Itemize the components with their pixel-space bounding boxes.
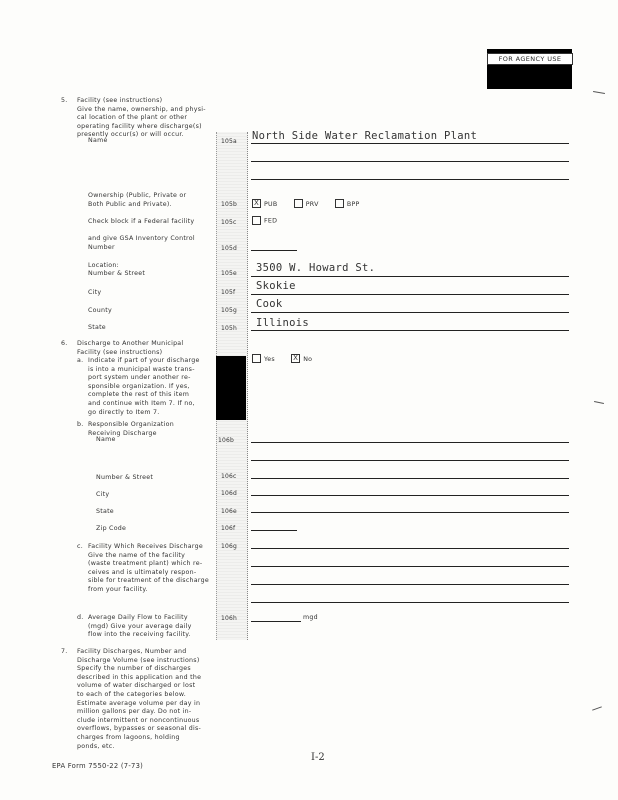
b-zip-line[interactable] — [251, 530, 297, 531]
bpp-checkbox[interactable]: BPP — [335, 201, 360, 208]
yes-checkbox[interactable]: Yes — [252, 356, 275, 363]
section-5-intro: Facility (see instructions) Give the name, ownership, and physi- cal location of the plant or other operating facility where discharge(s) presently occur(s) or will occur. — [77, 97, 206, 139]
item-6b-letter: b. — [77, 421, 84, 428]
county-value[interactable]: Cook — [256, 298, 283, 310]
county-line — [251, 312, 569, 313]
b-city-line[interactable] — [251, 495, 569, 496]
item-6d-letter: d. — [77, 614, 84, 621]
b-state-line[interactable] — [251, 512, 569, 513]
section-6-title: Discharge to Another Municipal Facility (see instructions) — [77, 340, 184, 356]
city-value[interactable]: Skokie — [256, 280, 296, 292]
code-105b: 105b — [221, 201, 238, 208]
item-6d-text: Average Daily Flow to Facility (mgd) Give your average daily flow into the receiving facility. — [88, 614, 192, 639]
county-label: County — [88, 307, 112, 314]
scan-mark — [592, 706, 602, 710]
section-6-number: 6. — [61, 340, 68, 347]
street-value[interactable]: 3500 W. Howard St. — [256, 262, 376, 274]
redaction-block — [216, 356, 246, 420]
street-line — [251, 276, 569, 277]
c-line-3[interactable] — [251, 584, 569, 585]
form-id: EPA Form 7550-22 (7-73) — [52, 762, 144, 770]
for-agency-use-box: FOR AGENCY USE — [487, 53, 573, 65]
street-label: Number & Street — [88, 270, 146, 277]
code-106c: 106c — [221, 473, 237, 480]
item-6a-text: Indicate if part of your discharge is into a municipal waste trans- port system under another re- sponsible organization. If yes, complete the rest of this item and continue with Item 7. If no, go directly to Item 7. — [88, 357, 200, 416]
scan-mark — [593, 91, 605, 94]
city-line — [251, 294, 569, 295]
name-line-2[interactable] — [251, 161, 569, 162]
section-7-number: 7. — [61, 648, 68, 655]
state-value[interactable]: Illinois — [256, 317, 309, 329]
code-105e: 105e — [221, 270, 237, 277]
code-105f: 105f — [221, 289, 236, 296]
code-105h: 105h — [221, 325, 238, 332]
name-line-3[interactable] — [251, 179, 569, 180]
state-line — [251, 330, 569, 331]
b-name-line-1[interactable] — [251, 442, 569, 443]
facility-name-value[interactable]: North Side Water Reclamation Plant — [252, 130, 478, 142]
fed-checkbox[interactable]: FED — [252, 216, 277, 226]
gsa-number-line[interactable] — [251, 250, 297, 251]
b-state-label: State — [96, 508, 114, 515]
ownership-options — [252, 199, 452, 209]
code-106b: 106b — [218, 437, 235, 444]
state-label: State — [88, 324, 106, 331]
gsa-label: and give GSA Inventory Control Number — [88, 235, 195, 251]
city-label: City — [88, 289, 102, 296]
b-name-line-2[interactable] — [251, 460, 569, 461]
prv-checkbox[interactable]: PRV — [294, 201, 319, 208]
code-106e: 106e — [221, 508, 237, 515]
section-7-text: Facility Discharges, Number and Discharge Volume (see instructions) Specify the number of discharges described in this application and the volume of water discharged or lost to each of the categories below. Estimate average volume per day in million gallons per day. Do not in- clude intermittent or noncontinuous overflows, bypasses or seasonal dis- charges from lagoons, holding ponds, etc. — [77, 648, 202, 750]
c-line-1[interactable] — [251, 548, 569, 549]
location-label: Location: — [88, 262, 120, 269]
name-line-1 — [251, 143, 569, 144]
b-zip-label: Zip Code — [96, 525, 127, 532]
b-street-label: Number & Street — [96, 474, 154, 481]
code-105d: 105d — [221, 245, 238, 252]
code-106d: 106d — [221, 490, 238, 497]
d-flow-line[interactable] — [251, 621, 301, 622]
c-line-2[interactable] — [251, 566, 569, 567]
code-106h: 106h — [221, 615, 238, 622]
scan-mark — [594, 401, 604, 404]
code-105a: 105a — [221, 138, 237, 145]
code-105c: 105c — [221, 219, 237, 226]
item-6b-title: Responsible Organization Receiving Discharge — [88, 421, 174, 437]
code-106g: 106g — [221, 543, 238, 550]
d-unit: mgd — [303, 614, 318, 621]
section-5-number: 5. — [61, 97, 68, 104]
federal-label: Check block if a Federal facility — [88, 218, 195, 225]
code-105g: 105g — [221, 307, 238, 314]
item-6c-letter: c. — [77, 543, 83, 550]
item-6c-text: Facility Which Receives Discharge Give the name of the facility (waste treatment plant) which re- ceives and is ultimately respon- sible for treatment of the discharge from your facility. — [88, 543, 209, 593]
yes-no-options — [252, 354, 312, 364]
item-6a-letter: a. — [77, 357, 84, 364]
b-name-label: Name — [96, 436, 116, 443]
ownership-label: Ownership (Public, Private or Both Public and Private). — [88, 192, 187, 208]
b-city-label: City — [96, 491, 110, 498]
page-number: I-2 — [311, 752, 325, 763]
name-label: Name — [88, 137, 108, 144]
no-checkbox[interactable]: X No — [293, 354, 313, 363]
pub-checkbox[interactable]: X PUB — [253, 199, 278, 208]
b-street-line[interactable] — [251, 478, 569, 479]
code-106f: 106f — [221, 525, 236, 532]
c-line-4[interactable] — [251, 602, 569, 603]
